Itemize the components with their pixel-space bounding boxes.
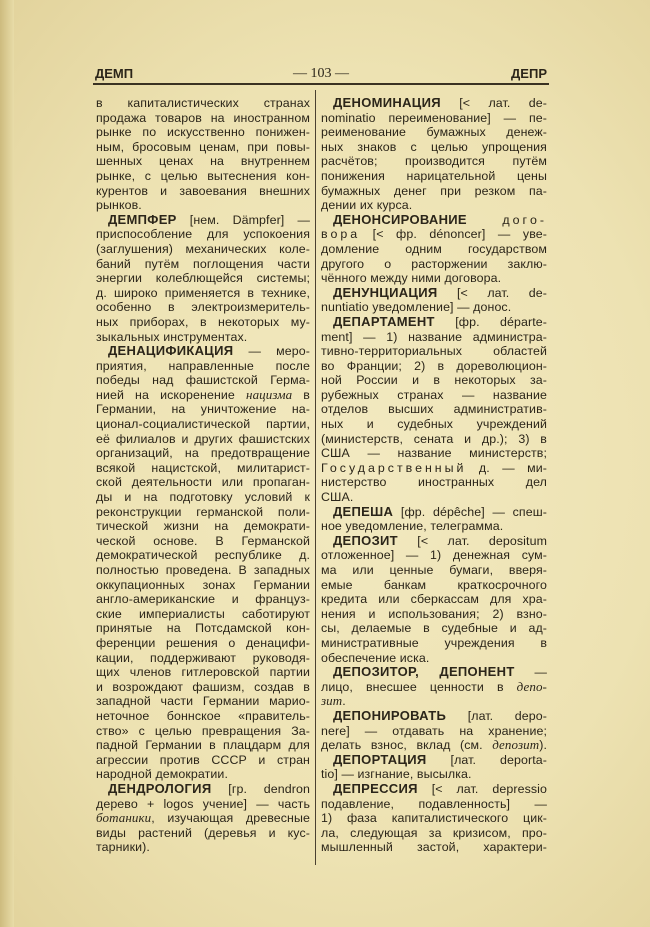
headword: ДЕНОНСИРОВАНИЕ (333, 212, 467, 227)
text-line (96, 359, 310, 374)
italic-crossref: депо- (516, 679, 547, 694)
text-line (96, 373, 310, 388)
text-segment: . (342, 694, 346, 709)
entry-headword-line (321, 213, 547, 228)
headword: ДЕПОНИРОВАТЬ (333, 708, 447, 723)
text-segment: бумажных денег при резком па- (321, 183, 547, 198)
text-segment: чённого между ними договора. (321, 271, 502, 286)
text-segment: особенно в электроизмеритель- (96, 300, 310, 315)
text-line (321, 373, 547, 388)
text-segment: в капиталистических странах (96, 96, 310, 110)
text-segment: приятия, направленные после (96, 358, 310, 373)
text-line (321, 680, 547, 695)
entry-headword-line (96, 344, 310, 359)
text-segment: Германии, на уничтожение на- (96, 402, 310, 417)
text-segment: домление одним государством (321, 241, 547, 256)
text-line (96, 767, 310, 782)
text-segment: ). (539, 738, 547, 753)
text-segment: зыкальных инструментах. (96, 329, 248, 344)
text-segment: — (514, 665, 547, 680)
text-line (96, 694, 310, 709)
text-segment: nere] — отдавать на хранение; (321, 723, 547, 738)
text-segment: понижения нарицательной цены (321, 168, 547, 183)
text-line (96, 461, 310, 476)
text-segment: мышленный застой, характери- (321, 840, 547, 855)
text-segment: Государственный (321, 460, 467, 475)
text-segment: (министерств, сената и др.); 3) в (321, 431, 547, 446)
text-line (321, 359, 547, 374)
text-line (96, 330, 310, 345)
page-edge-shadow (0, 0, 14, 927)
headword: ДЕПРЕССИЯ (333, 781, 418, 796)
headword: ДЕПОЗИТ (333, 533, 398, 548)
text-segment: сы, делаемые в судебные и ад- (321, 621, 547, 636)
text-line (321, 651, 547, 666)
text-line (321, 724, 547, 739)
text-segment: США. (321, 490, 354, 505)
italic-crossref: ботаники (96, 811, 152, 826)
text-segment: победы над фашистской Герма- (96, 373, 310, 388)
text-segment: отделов высших административ- (321, 402, 547, 417)
text-segment: обеспечение иска. (321, 650, 430, 665)
text-segment: неточное боннское «правитель- (96, 708, 310, 723)
text-segment: организаций, на предотвращение (96, 446, 310, 461)
text-line (96, 184, 310, 199)
header-right-guideword: ДЕПР (511, 66, 547, 81)
text-line (96, 621, 310, 636)
text-line (321, 257, 547, 272)
text-segment: кации, поддерживают руководя- (96, 650, 310, 665)
entry-headword-line (96, 782, 310, 797)
text-line (96, 286, 310, 301)
text-segment: ным, бросовым ценам, при повы- (96, 139, 310, 154)
text-segment: народной демократии. (96, 767, 228, 782)
text-line (321, 797, 547, 812)
text-segment: ment] — 1) название администра- (321, 329, 547, 344)
text-line (321, 738, 547, 753)
text-segment: расчётов; производится путём (321, 154, 547, 169)
text-segment: догo- (466, 212, 547, 227)
headword: ДЕПОЗИТОР, ДЕПОНЕНТ (333, 665, 515, 680)
text-line (321, 446, 547, 461)
text-line (96, 840, 310, 855)
text-line (96, 636, 310, 651)
text-line (321, 490, 547, 505)
text-segment: её филиалов и других фашистских (96, 431, 310, 446)
text-line (321, 184, 547, 199)
text-segment: рынке, с целью вытеснения кон- (96, 168, 310, 183)
text-line (321, 811, 547, 826)
text-segment: вора (321, 227, 361, 242)
text-segment: кредита или сберкассам для хра- (321, 592, 547, 607)
text-segment: в (292, 387, 310, 402)
text-segment: рынке по искусственно понижен- (96, 125, 310, 140)
text-segment: тической жизни на демократи- (96, 519, 310, 534)
headword: ДЕПОРТАЦИЯ (333, 752, 427, 767)
entry-headword-line (321, 782, 547, 797)
text-segment: ческой основе. В Германской (96, 533, 310, 548)
text-segment: западной части Германии марио- (96, 694, 310, 709)
header-left-guideword: ДЕМП (95, 66, 134, 81)
text-segment: лицо, внесшее ценности в (321, 679, 517, 694)
text-segment: рынков. (96, 198, 142, 213)
text-line (96, 680, 310, 695)
italic-crossref: нацизма (246, 387, 293, 402)
text-segment: [гр. dendron (211, 781, 310, 796)
entry-headword-line (321, 286, 547, 301)
text-segment: д. — ми- (466, 460, 547, 475)
text-line (96, 402, 310, 417)
text-line (321, 432, 547, 447)
text-segment: шенных ценах на внутреннем (96, 154, 310, 169)
text-line (96, 709, 310, 724)
text-line (96, 826, 310, 841)
text-segment: курентов и завоевания внешних (96, 183, 310, 198)
text-segment: ма или ценные бумаги, вверя- (321, 563, 547, 577)
text-line (321, 607, 547, 622)
text-segment: продажа товаров на иностранном (96, 110, 310, 125)
text-line (96, 534, 310, 549)
text-line (96, 797, 310, 812)
text-line (321, 621, 547, 636)
text-segment: ство» с целью превращения За- (96, 723, 310, 738)
text-segment: падной Германии в плацдарм для (96, 738, 310, 753)
text-segment: ное уведомление, телеграмма. (321, 519, 504, 534)
text-segment: , изучающая древесные (151, 811, 310, 826)
text-line (96, 125, 310, 140)
text-segment: рубежных странах — название (321, 387, 547, 402)
text-line (96, 665, 310, 680)
entry-headword-line (96, 213, 310, 228)
headword: ДЕНДРОЛОГИЯ (108, 781, 212, 796)
text-segment: ференции решения о денацифи- (96, 635, 310, 650)
text-line (96, 519, 310, 534)
text-line (96, 578, 310, 593)
text-line (96, 257, 310, 272)
text-line (96, 154, 310, 169)
text-line (96, 140, 310, 155)
text-segment: нения и использования; 2) взно- (321, 606, 547, 621)
text-line (321, 578, 547, 593)
text-segment: [< лат. de- (440, 96, 547, 110)
text-segment: д. широко применяется в технике, (96, 285, 310, 300)
text-line (96, 271, 310, 286)
text-line (321, 154, 547, 169)
text-segment: ных и судебных учреждений (321, 417, 547, 432)
page-number: — 103 — (293, 66, 349, 81)
text-line (321, 417, 547, 432)
text-line (321, 125, 547, 140)
text-line (321, 227, 547, 242)
text-segment: министративные учреждения в (321, 635, 547, 650)
text-line (321, 111, 547, 126)
text-line (96, 563, 310, 578)
text-line (321, 826, 547, 841)
entry-headword-line (321, 753, 547, 768)
text-line (96, 738, 310, 753)
text-segment: [лат. depo- (446, 708, 547, 723)
text-line (321, 767, 547, 782)
text-segment: ской деятельности или пропаган- (96, 475, 310, 490)
text-line (321, 475, 547, 490)
text-segment: энергии колеблющейся системы; (96, 271, 310, 286)
text-segment: и возрождают фашизм, создав в (96, 679, 310, 694)
text-segment: полностью проведена. В западных (96, 563, 310, 577)
column-divider (315, 90, 316, 865)
text-line (96, 592, 310, 607)
headword: ДЕНАЦИФИКАЦИЯ (108, 344, 234, 359)
italic-crossref: депозит (492, 738, 540, 753)
text-line (321, 330, 547, 345)
text-segment: приспособление для успокоения (96, 227, 310, 242)
text-segment: ла, следующая за кризисом, про- (321, 825, 547, 840)
text-line (96, 475, 310, 490)
text-line (321, 461, 547, 476)
text-segment: США — название министерств; (321, 446, 547, 461)
text-segment: другого о расторжении заклю- (321, 256, 547, 271)
text-line (321, 140, 547, 155)
entry-headword-line (321, 315, 547, 330)
text-line (321, 388, 547, 403)
text-segment: [фр. dépêche] — спеш- (393, 504, 547, 519)
text-segment: делать взнос, вклад (см. (321, 738, 493, 753)
text-line (321, 592, 547, 607)
entry-headword-line (321, 665, 547, 680)
text-segment: ных знаков с целью упрощения (321, 139, 547, 154)
headword: ДЕПЕША (333, 504, 394, 519)
text-line (321, 840, 547, 855)
text-segment: [лат. deporta- (426, 752, 547, 767)
text-segment: нией на искоренение (96, 387, 247, 402)
text-line (96, 607, 310, 622)
text-segment: [< фр. dénoncer] — уве- (360, 227, 547, 242)
right-column (321, 96, 547, 855)
text-segment: — меро- (233, 344, 310, 359)
left-column (96, 96, 310, 855)
text-line (321, 548, 547, 563)
headword: ДЕМПФЕР (108, 212, 177, 227)
text-segment: оккупационных зонах Германии (96, 577, 310, 592)
text-line (96, 753, 310, 768)
text-segment: реименование бумажных денеж- (321, 125, 547, 140)
text-line (321, 271, 547, 286)
text-line (96, 300, 310, 315)
headword: ДЕПАРТАМЕНТ (333, 314, 435, 329)
header-rule (93, 83, 549, 85)
text-line (321, 636, 547, 651)
text-segment: тивно-территориальных областей (321, 344, 547, 359)
text-segment: подавление, подавленность] — (321, 796, 547, 811)
text-line (96, 651, 310, 666)
text-segment: (заглушения) механических коле- (96, 241, 310, 256)
text-segment: ной России и в некоторых за- (321, 373, 547, 388)
text-segment: nominatio переименование] — пе- (321, 110, 547, 125)
text-line (96, 227, 310, 242)
text-line (321, 519, 547, 534)
entry-headword-line (321, 534, 547, 549)
text-segment: [< лат. depositum (397, 533, 547, 548)
headword: ДЕНОМИНАЦИЯ (333, 96, 441, 110)
text-line (96, 548, 310, 563)
text-line (321, 169, 547, 184)
text-line (96, 505, 310, 520)
text-line (96, 242, 310, 257)
text-line (321, 198, 547, 213)
text-segment: [фр. départe- (434, 314, 547, 329)
text-segment: отложенное] — 1) денежная сум- (321, 548, 547, 563)
text-segment: реконструкции германской поли- (96, 504, 310, 519)
text-line (96, 388, 310, 403)
text-segment: дерево + logos учение] — часть (96, 796, 310, 811)
text-segment: демократической республике д. (96, 548, 310, 563)
text-line (96, 198, 310, 213)
headword: ДЕНУНЦИАЦИЯ (333, 285, 438, 300)
text-segment: нистерство иностранных дел (321, 475, 547, 490)
text-segment: ские империалисты саботируют (96, 606, 310, 621)
text-line (96, 96, 310, 111)
text-line (96, 490, 310, 505)
text-line (321, 344, 547, 359)
text-segment: ных приборах, в некоторых му- (96, 314, 310, 329)
text-line (96, 169, 310, 184)
text-line (321, 563, 547, 578)
text-line (321, 300, 547, 315)
text-segment: [< лат. depressio (417, 781, 547, 796)
text-segment: всякой нацистской, милитарист- (96, 460, 310, 475)
text-segment: во Франции; 2) в дореволюцион- (321, 358, 547, 373)
italic-crossref: зит (321, 694, 343, 709)
text-segment: ды и на подготовку условий к (96, 490, 310, 505)
text-line (321, 242, 547, 257)
text-segment: щих членов гитлеровской партии (96, 665, 310, 680)
entry-headword-line (321, 96, 547, 111)
text-line (96, 111, 310, 126)
text-segment: nuntiatio уведомление] — донос. (321, 300, 512, 315)
text-line (96, 315, 310, 330)
text-segment: tio] — изгнание, высылка. (321, 767, 472, 782)
entry-headword-line (321, 505, 547, 520)
text-line (96, 432, 310, 447)
text-segment: виды растений (деревья и кус- (96, 825, 310, 840)
text-line (96, 446, 310, 461)
text-segment: тарники). (96, 840, 150, 855)
text-line (96, 811, 310, 826)
text-segment: ционал-социалистической партии, (96, 417, 310, 432)
text-segment: принятые на Потсдамской кон- (96, 621, 310, 636)
text-line (321, 402, 547, 417)
text-segment: баний путём поглощения части (96, 256, 310, 271)
text-line (96, 417, 310, 432)
text-segment: дении их курса. (321, 198, 413, 213)
text-line (321, 694, 547, 709)
text-segment: [нем. Dämpfer] — (176, 212, 310, 227)
entry-headword-line (321, 709, 547, 724)
text-line (96, 724, 310, 739)
text-segment: [< лат. de- (437, 285, 547, 300)
text-segment: агрессии против СССР и стран (96, 752, 310, 767)
text-segment: емые банкам краткосрочного (321, 577, 547, 592)
text-segment: 1) фаза капиталистического цик- (321, 811, 547, 826)
running-header (95, 64, 547, 82)
text-segment: англо-американские и француз- (96, 592, 310, 607)
